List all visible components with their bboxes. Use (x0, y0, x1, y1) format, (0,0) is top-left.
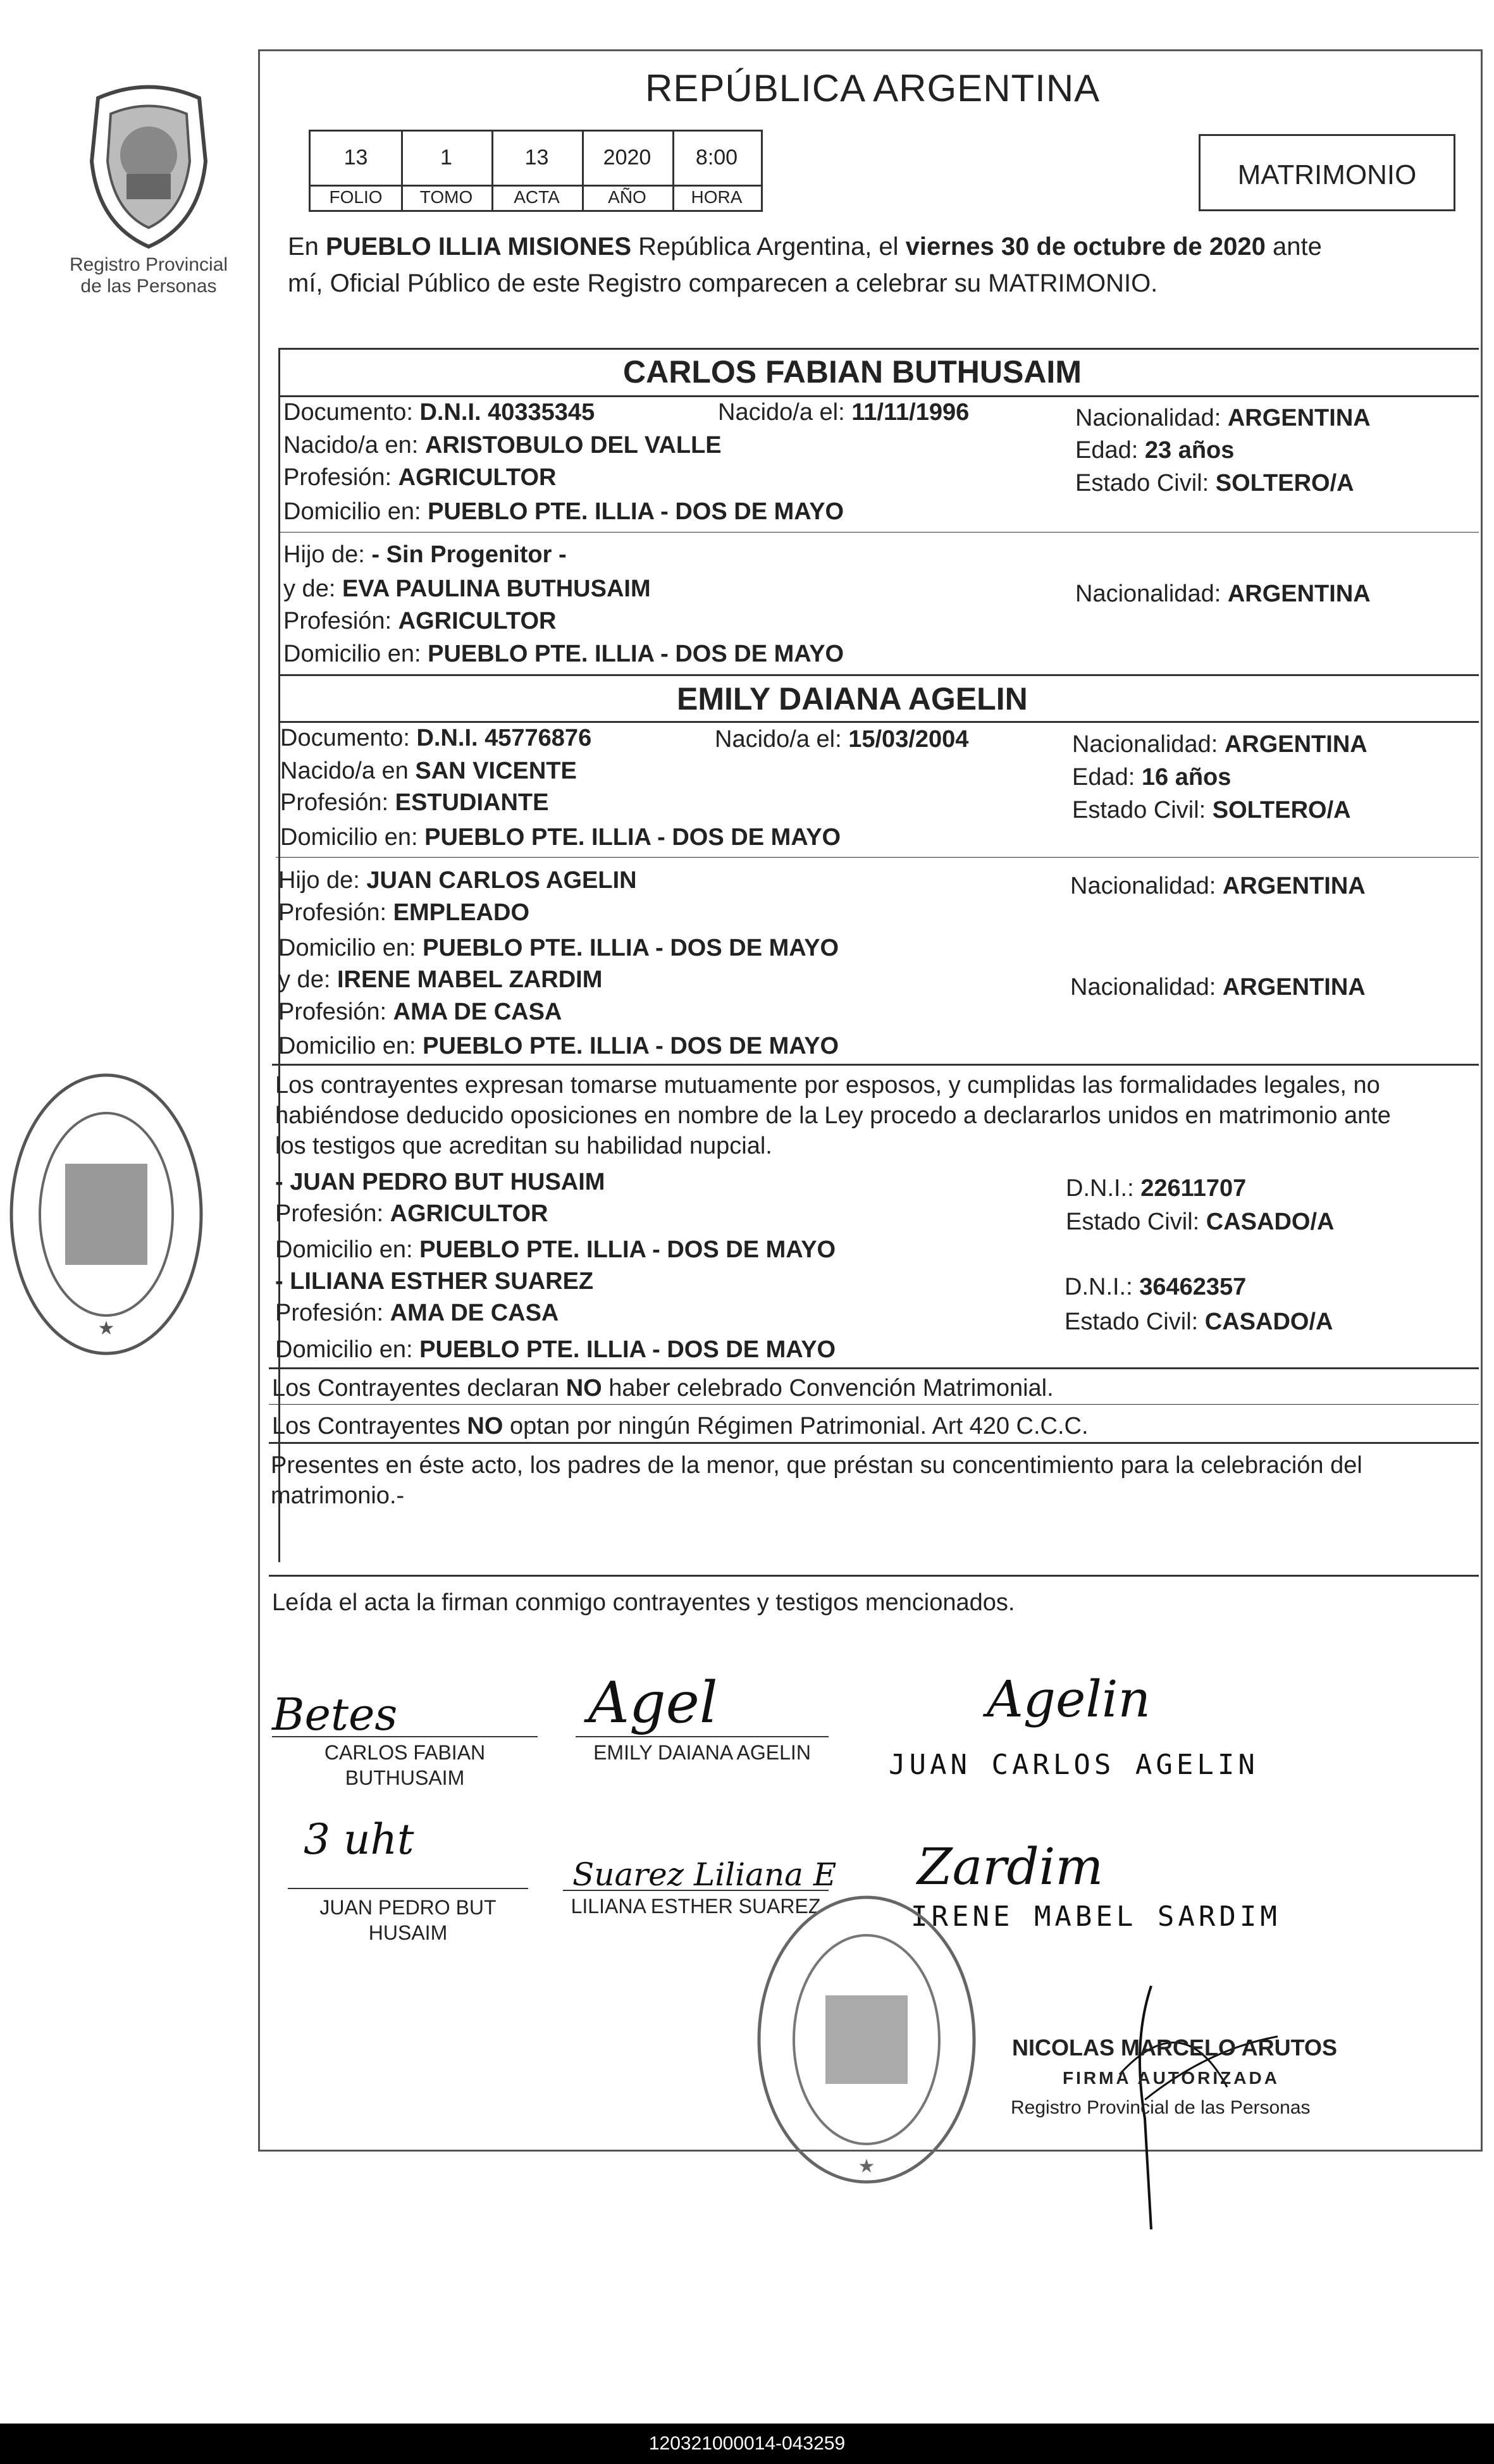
spouse1-nationality: Nacionalidad: ARGENTINA (1075, 405, 1371, 431)
sig6-handwritten-name: IRENE MABEL SARDIM (911, 1900, 1281, 1933)
spouse2-age: Edad: 16 años (1072, 764, 1232, 791)
spouse2-father-nationality: Nacionalidad: ARGENTINA (1070, 873, 1366, 899)
spouse2-doc: Documento: D.N.I. 45776876 (280, 725, 592, 751)
signatures-intro: Leída el acta la firman conmigo contrayentes y testigos mencionados. (272, 1589, 1015, 1616)
sig4-label-a: JUAN PEDRO BUT (319, 1896, 497, 1919)
spouse2-birthplace: Nacido/a en SAN VICENTE (280, 758, 577, 784)
spouse1-mother-address: Domicilio en: PUEBLO PTE. ILLIA - DOS DE MAYO (283, 641, 844, 667)
spouse2-nationality: Nacionalidad: ARGENTINA (1072, 731, 1367, 758)
registry-stamp-left (5, 1069, 207, 1360)
declaration-line-2: habiéndose deducido oposiciones en nombre de la Ley procedo a declararlos unidos en matrimonio ante (275, 1102, 1391, 1129)
acta-value: 13 (524, 145, 549, 169)
sig5-label: LILIANA ESTHER SUAREZ (571, 1895, 821, 1918)
spouse1-address: Domicilio en: PUEBLO PTE. ILLIA - DOS DE MAYO (283, 498, 844, 525)
sig4-label-b: HUSAIM (368, 1921, 448, 1944)
parents-note-line-2: matrimonio.- (271, 1482, 405, 1509)
spouse2-name: EMILY DAIANA AGELIN (677, 681, 1028, 717)
svg-text:★: ★ (97, 1317, 115, 1340)
spouse1-doc: Documento: D.N.I. 40335345 (283, 399, 595, 426)
svg-text:★: ★ (858, 2155, 875, 2178)
spouse2-mother-address: Domicilio en: PUEBLO PTE. ILLIA - DOS DE MAYO (278, 1033, 839, 1059)
seal-caption: Registro Provincial de las Personas (69, 254, 228, 297)
spouse1-mother-nationality: Nacionalidad: ARGENTINA (1075, 581, 1371, 607)
signature-carlos: Betes (272, 1689, 398, 1740)
declaration-line-1: Los contrayentes expresan tomarse mutuamente por esposos, y cumplidas las formalidades legales, no (275, 1072, 1380, 1099)
spouse2-mother: y de: IRENE MABEL ZARDIM (278, 966, 603, 993)
intro-line-2: mí, Oficial Público de este Registro comparecen a celebrar su MATRIMONIO. (288, 269, 1158, 297)
spouse1-mother: y de: EVA PAULINA BUTHUSAIM (283, 576, 651, 602)
sig1-label-a: CARLOS FABIAN (324, 1741, 486, 1764)
convention-line-2: Los Contrayentes NO optan por ningún Régimen Patrimonial. Art 420 C.C.C. (272, 1413, 1089, 1439)
spouse2-father: Hijo de: JUAN CARLOS AGELIN (278, 867, 637, 894)
spouse1-father: Hijo de: - Sin Progenitor - (283, 541, 567, 568)
witness1-address: Domicilio en: PUEBLO PTE. ILLIA - DOS DE MAYO (275, 1236, 836, 1263)
witness2-name: - LILIANA ESTHER SUAREZ (275, 1268, 594, 1295)
witness1-name: - JUAN PEDRO BUT HUSAIM (275, 1169, 605, 1195)
signature-juan-carlos: Agelin (987, 1670, 1151, 1728)
intro-line-1: En PUEBLO ILLIA MISIONES República Argentina, el viernes 30 de octubre de 2020 ante (288, 233, 1322, 261)
folio-value: 13 (343, 145, 368, 169)
document-type-box (1199, 134, 1455, 211)
sig1-label-b: BUTHUSAIM (345, 1766, 465, 1789)
spouse2-profession: Profesión: ESTUDIANTE (280, 789, 549, 816)
registry-fields-table (309, 130, 763, 212)
official-role: FIRMA AUTORIZADA (1063, 2068, 1280, 2088)
province-seal (73, 79, 225, 250)
tomo-value: 1 (440, 145, 452, 169)
witness2-address: Domicilio en: PUEBLO PTE. ILLIA - DOS DE MAYO (275, 1336, 836, 1363)
signature-emily: Agel (588, 1670, 718, 1736)
year-label: AÑO (608, 187, 646, 207)
signature-irene: Zardim (917, 1837, 1104, 1896)
document-code-bar (0, 2424, 1494, 2464)
spouse2-mother-nationality: Nacionalidad: ARGENTINA (1070, 974, 1366, 1001)
spouse1-civil-status: Estado Civil: SOLTERO/A (1075, 470, 1354, 496)
folio-label: FOLIO (329, 187, 383, 207)
year-value: 2020 (603, 145, 651, 169)
hour-value: 8:00 (695, 145, 738, 169)
spouse2-father-profession: Profesión: EMPLEADO (278, 899, 530, 926)
official-org: Registro Provincial de las Personas (1011, 2097, 1311, 2118)
registry-stamp-bottom (753, 1888, 980, 2191)
document-code: 120321000014-043259 (648, 2433, 846, 2454)
witness2-civil-status: Estado Civil: CASADO/A (1065, 1309, 1333, 1335)
spouse1-name: CARLOS FABIAN BUTHUSAIM (623, 354, 1082, 390)
spouse2-mother-profession: Profesión: AMA DE CASA (278, 999, 562, 1025)
sig3-handwritten-name: JUAN CARLOS AGELIN (889, 1749, 1259, 1781)
witness1-dni: D.N.I.: 22611707 (1066, 1175, 1247, 1202)
spouse2-address: Domicilio en: PUEBLO PTE. ILLIA - DOS DE MAYO (280, 824, 841, 851)
acta-label: ACTA (514, 187, 560, 207)
witness2-dni: D.N.I.: 36462357 (1065, 1274, 1247, 1300)
spouse2-birthdate: Nacido/a el: 15/03/2004 (715, 726, 969, 753)
document-type: MATRIMONIO (1237, 159, 1417, 190)
signature-liliana: Suarez Liliana E (572, 1856, 837, 1893)
province-seal-icon (73, 79, 225, 250)
spouse2-civil-status: Estado Civil: SOLTERO/A (1072, 797, 1351, 823)
witness2-profession: Profesión: AMA DE CASA (275, 1300, 559, 1326)
signature-juan-pedro: 3 uht (304, 1815, 414, 1864)
witness1-civil-status: Estado Civil: CASADO/A (1066, 1209, 1335, 1235)
tomo-label: TOMO (419, 187, 473, 207)
sig2-label: EMILY DAIANA AGELIN (593, 1741, 811, 1764)
spouse1-birthplace: Nacido/a en: ARISTOBULO DEL VALLE (283, 432, 722, 459)
convention-line-1: Los Contrayentes declaran NO haber celebrado Convención Matrimonial. (272, 1375, 1054, 1401)
spouse1-age: Edad: 23 años (1075, 437, 1235, 464)
spouse1-profession: Profesión: AGRICULTOR (283, 464, 557, 491)
declaration-line-3: los testigos que acreditan su habilidad nupcial. (275, 1133, 772, 1159)
hour-label: HORA (691, 187, 743, 207)
country-title: REPÚBLICA ARGENTINA (645, 67, 1101, 109)
spouse2-father-address: Domicilio en: PUEBLO PTE. ILLIA - DOS DE MAYO (278, 935, 839, 961)
witness1-profession: Profesión: AGRICULTOR (275, 1200, 548, 1227)
spouse1-mother-profession: Profesión: AGRICULTOR (283, 608, 557, 634)
official-name: NICOLAS MARCELO ARUTOS (1012, 2035, 1338, 2061)
spouse1-birthdate: Nacido/a el: 11/11/1996 (718, 399, 970, 426)
parents-note-line-1: Presentes en éste acto, los padres de la menor, que préstan su concentimiento para la celebración del (271, 1452, 1362, 1479)
